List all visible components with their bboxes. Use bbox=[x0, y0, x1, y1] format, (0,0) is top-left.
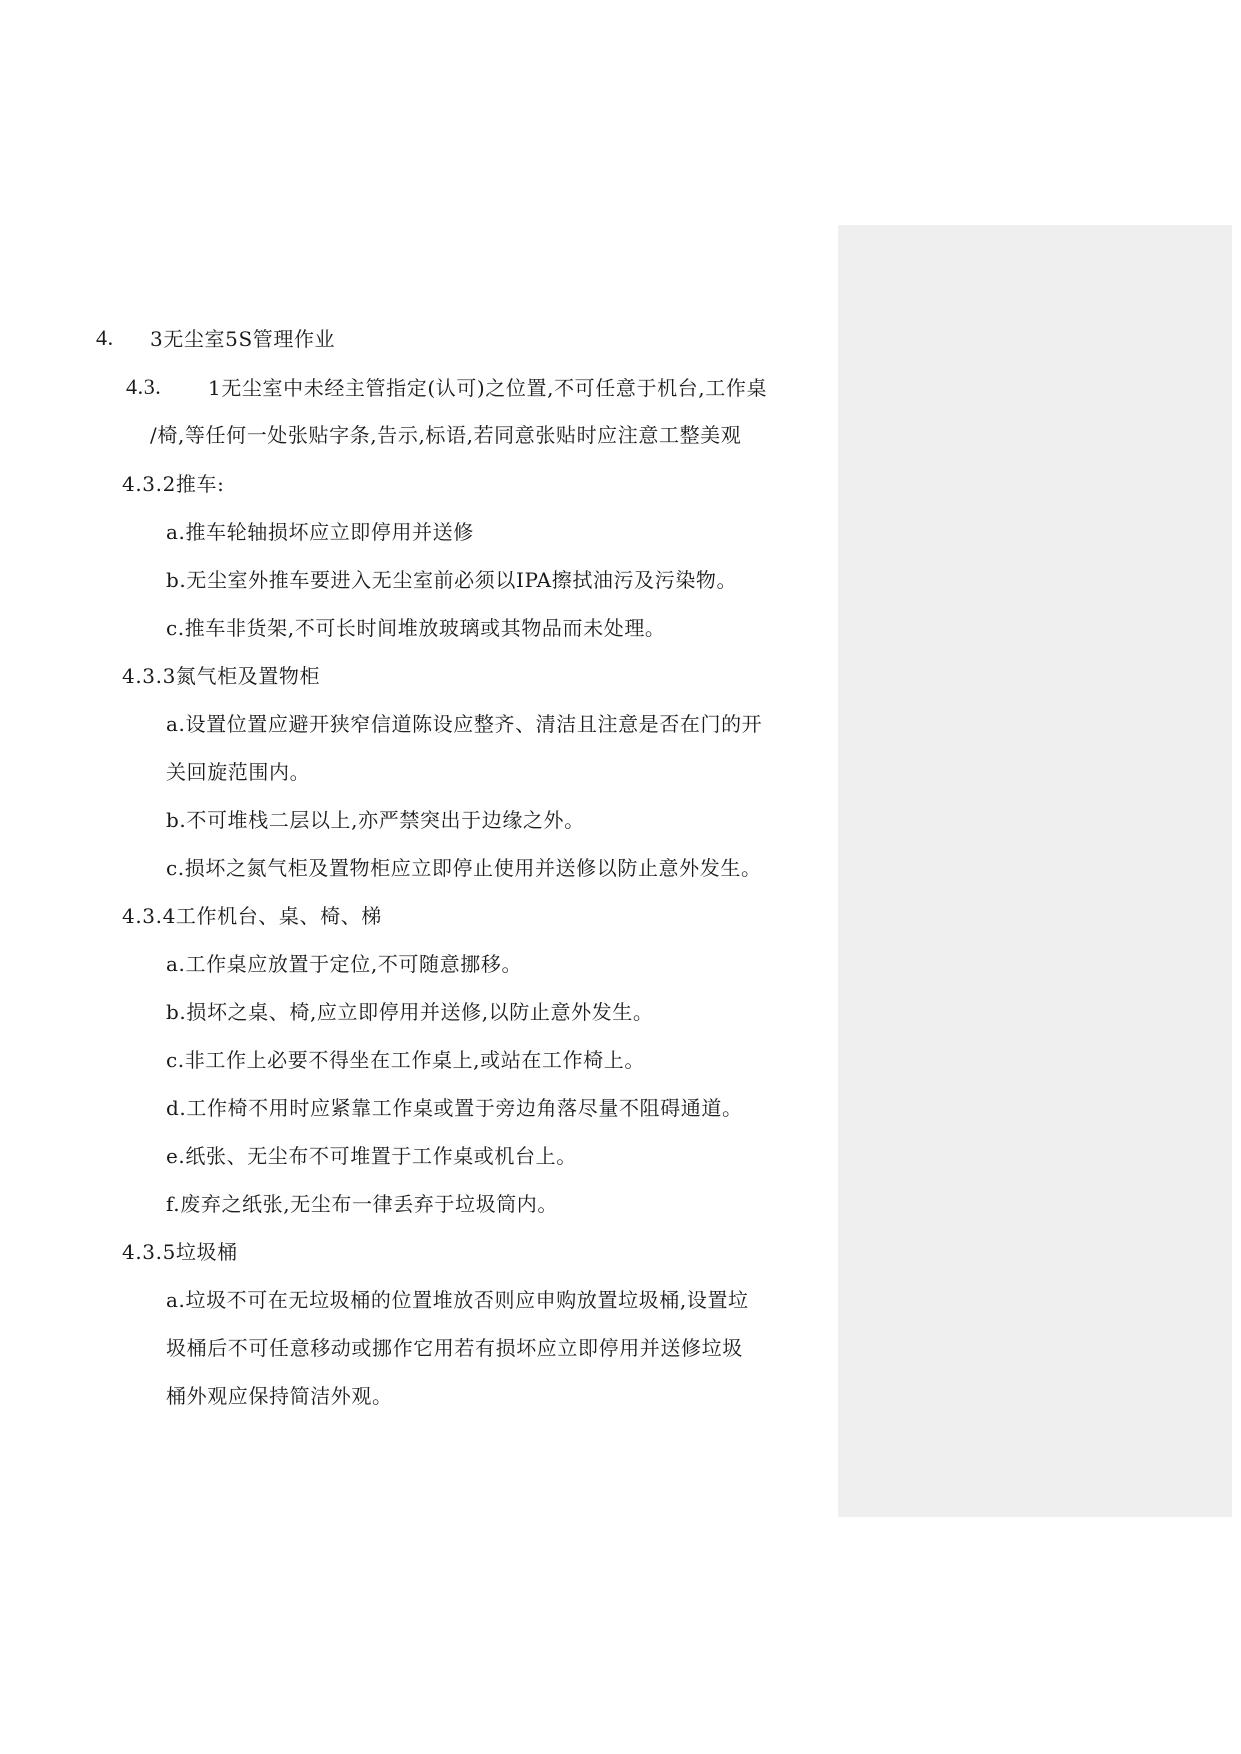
list-item: a.垃圾不可在无垃圾桶的位置堆放否则应申购放置垃圾桶,设置垃 bbox=[166, 1288, 749, 1312]
list-item: a.设置位置应避开狭窄信道陈设应整齐、清洁且注意是否在门的开 bbox=[166, 712, 763, 736]
list-item: e.纸张、无尘布不可堆置于工作桌或机台上。 bbox=[166, 1144, 577, 1168]
paragraph-line: 1无尘室中未经主管指定(认可)之位置,不可任意于机台,工作桌 bbox=[208, 376, 768, 400]
list-item: d.工作椅不用时应紧靠工作桌或置于旁边角落尽量不阻碍通道。 bbox=[166, 1096, 743, 1120]
list-item: b.无尘室外推车要进入无尘室前必须以IPA擦拭油污及污染物。 bbox=[166, 568, 738, 592]
list-item: a.推车轮轴损坏应立即停用并送修 bbox=[166, 520, 474, 544]
subsection-heading: 4.3.5垃圾桶 bbox=[122, 1240, 238, 1264]
list-item: b.不可堆栈二层以上,亦严禁突出于边缘之外。 bbox=[166, 808, 585, 832]
subsection-heading: 4.3.2推车: bbox=[122, 472, 225, 496]
list-item: f.废弃之纸张,无尘布一律丢弃于垃圾筒内。 bbox=[166, 1192, 559, 1216]
paragraph-line: /椅,等任何一处张贴字条,告示,标语,若同意张贴时应注意工整美观 bbox=[150, 423, 742, 447]
subsection-number: 4.3. bbox=[126, 374, 162, 399]
section-number: 4. bbox=[96, 325, 114, 350]
comment-pane bbox=[838, 225, 1232, 1517]
subsection-heading: 4.3.4工作机台、桌、椅、梯 bbox=[122, 904, 382, 928]
list-item: 桶外观应保持简洁外观。 bbox=[166, 1384, 393, 1408]
list-item: a.工作桌应放置于定位,不可随意挪移。 bbox=[166, 952, 523, 976]
list-item: 关回旋范围内。 bbox=[166, 760, 311, 784]
list-item: 圾桶后不可任意移动或挪作它用若有损坏应立即停用并送修垃圾 bbox=[166, 1336, 743, 1360]
section-title: 3无尘室5S管理作业 bbox=[150, 327, 336, 351]
subsection-heading: 4.3.3氮气柜及置物柜 bbox=[122, 664, 321, 688]
list-item: c.损坏之氮气柜及置物柜应立即停止使用并送修以防止意外发生。 bbox=[166, 856, 762, 880]
list-item: c.推车非货架,不可长时间堆放玻璃或其物品而未处理。 bbox=[166, 616, 666, 640]
list-item: c.非工作上必要不得坐在工作桌上,或站在工作椅上。 bbox=[166, 1048, 645, 1072]
list-item: b.损坏之桌、椅,应立即停用并送修,以防止意外发生。 bbox=[166, 1000, 654, 1024]
